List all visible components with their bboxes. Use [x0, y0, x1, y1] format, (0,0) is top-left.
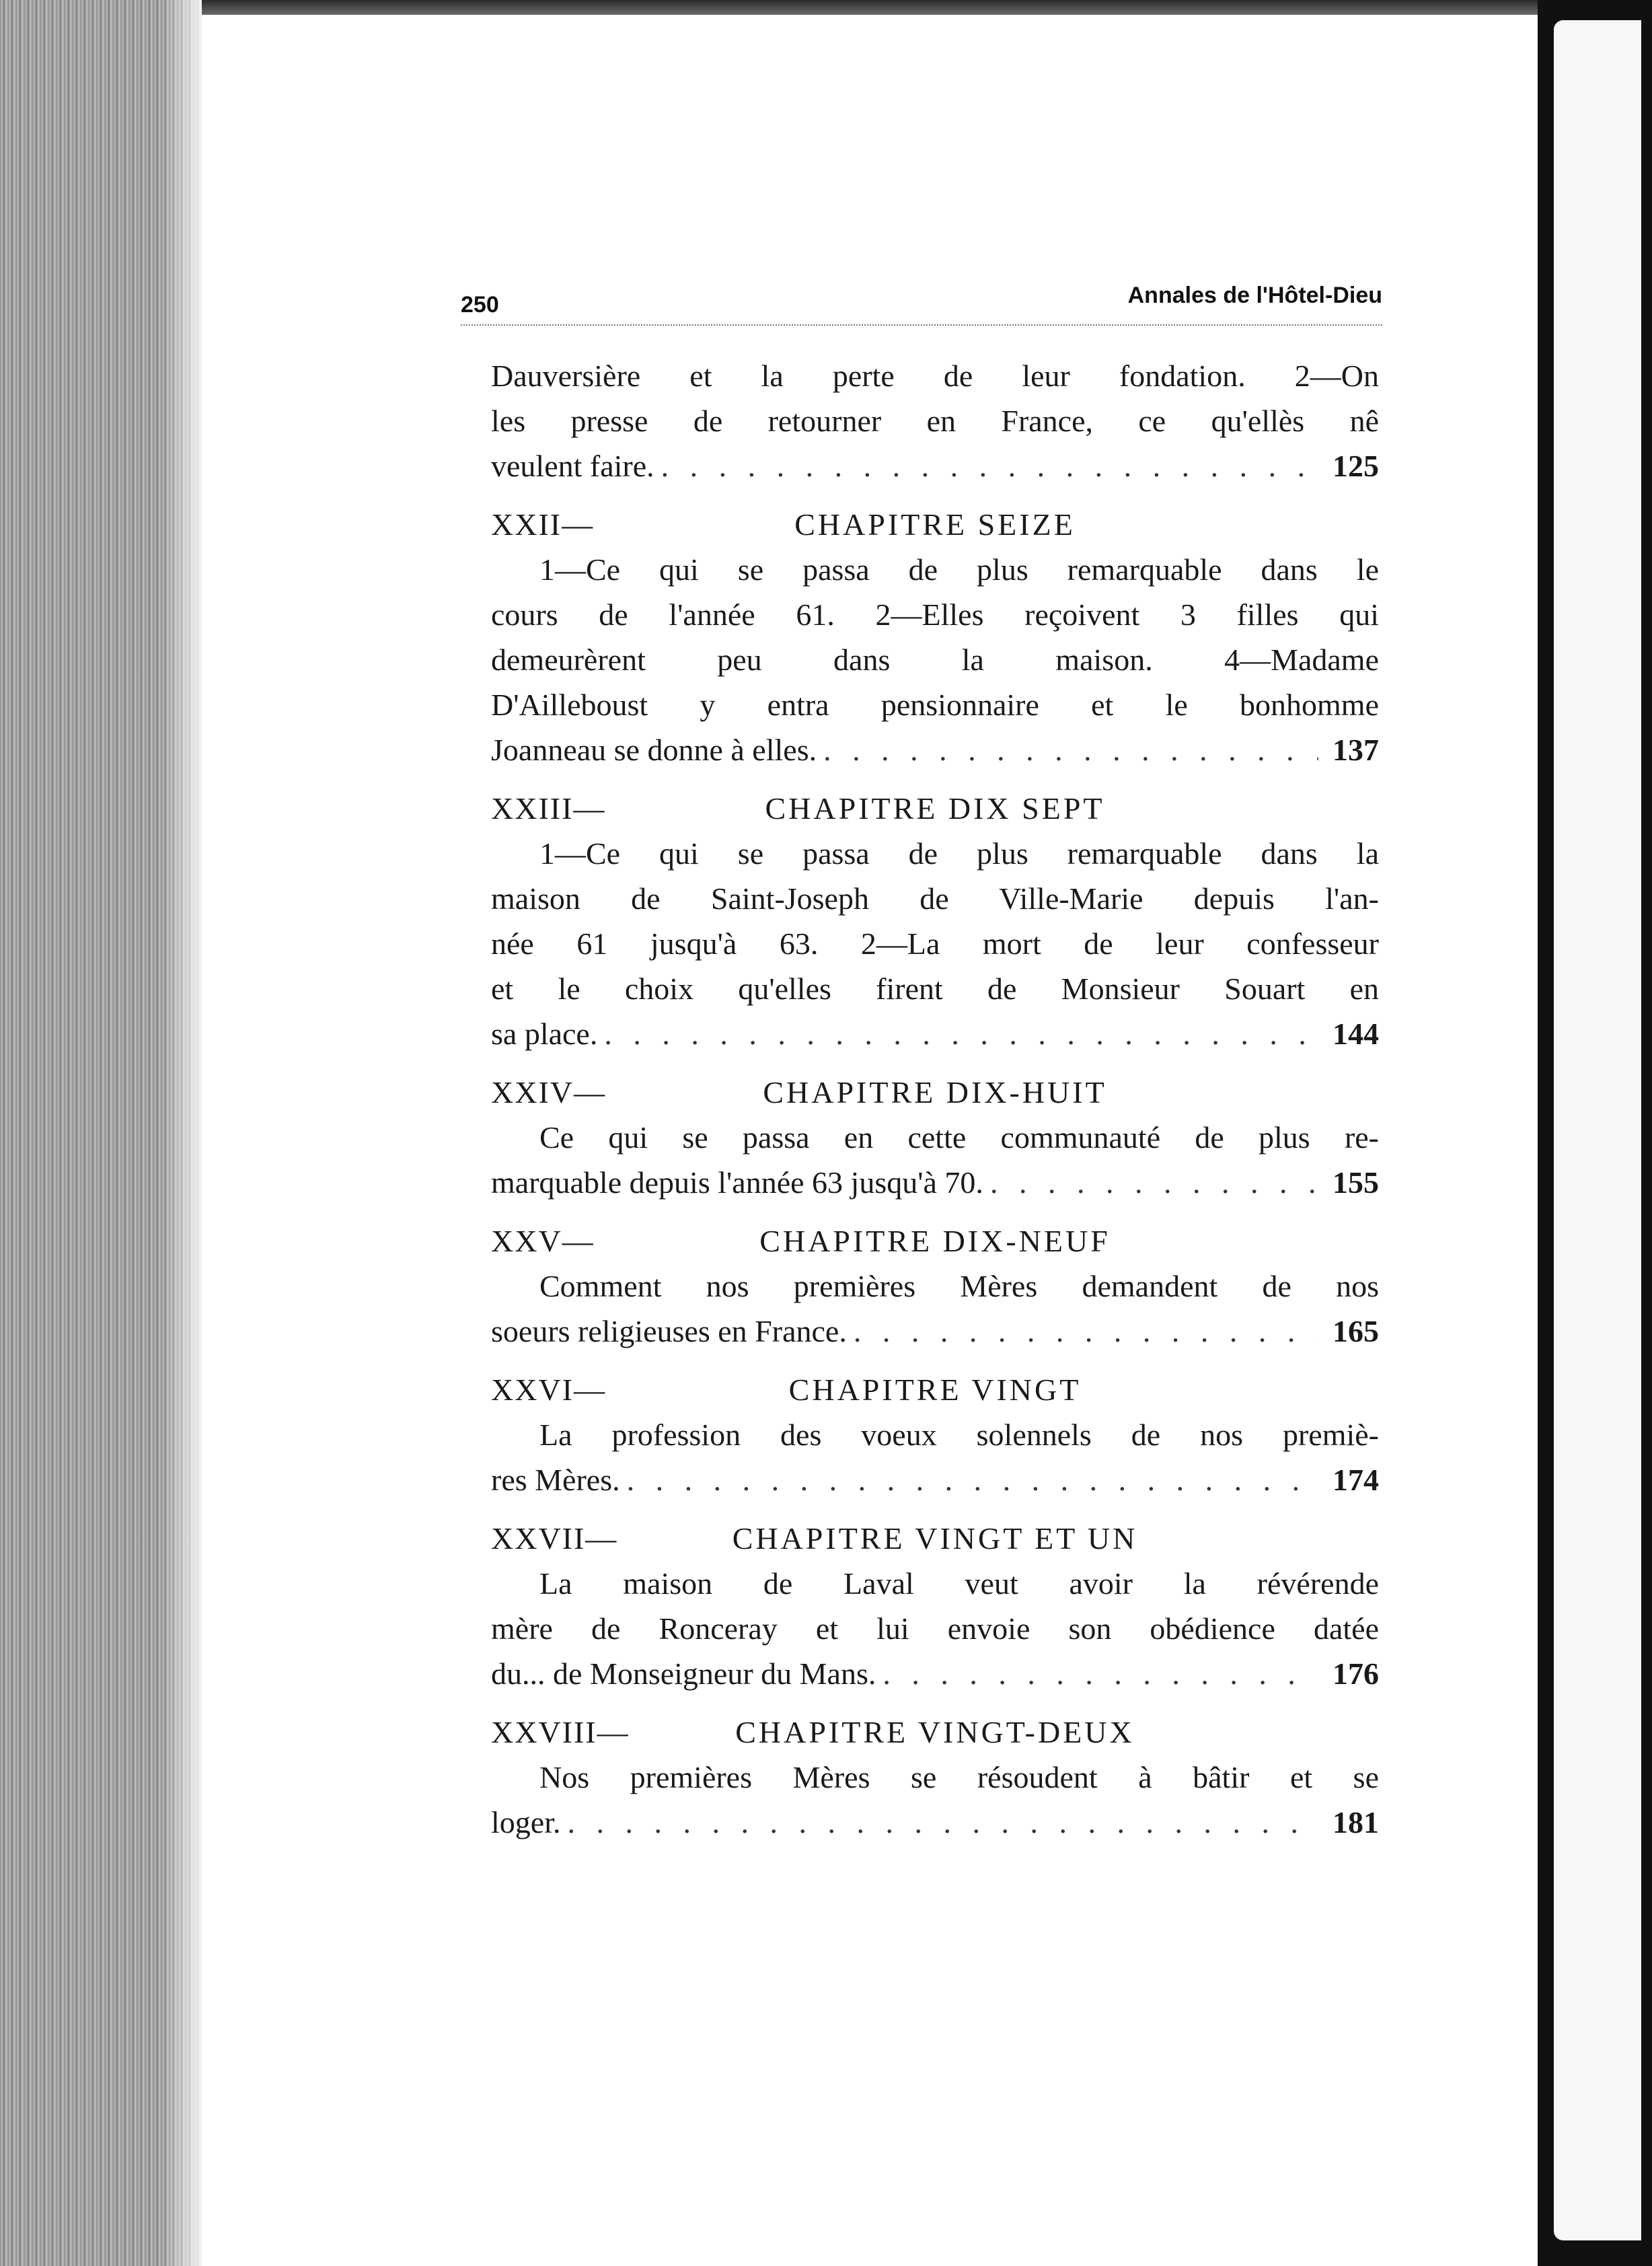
entry-line-text: sa place. [491, 1017, 598, 1051]
entry-line: Dauversière et la perte de leur fondation. 2—On [491, 359, 1379, 393]
entry-last-line [491, 1800, 1379, 1845]
entry-line: Nos premières Mères se résoudent à bâtir et se [539, 1760, 1379, 1794]
chapter-entry [491, 502, 1379, 772]
dot-leader [823, 727, 1318, 772]
page-reference: 165 [1332, 1314, 1379, 1348]
chapter-number: XXVII— [491, 1521, 618, 1556]
entry-line: et le choix qu'elles firent de Monsieur Souart en [491, 972, 1379, 1006]
entry-line: 1—Ce qui se passa de plus remarquable dans la [539, 836, 1379, 871]
chapter-number: XXV— [491, 1224, 595, 1258]
page-header [461, 283, 1382, 323]
chapter-title: CHAPITRE VINGT ET UN [732, 1521, 1138, 1556]
running-title: Annales de l'Hôtel-Dieu [1127, 283, 1382, 308]
dot-leader [990, 1160, 1318, 1205]
chapter-entry [491, 1710, 1379, 1845]
continuation-entry [491, 353, 1379, 488]
page-reference: 144 [1332, 1017, 1379, 1051]
page-number: 250 [461, 292, 499, 318]
entry-last-line [491, 1011, 1379, 1056]
chapter-title: CHAPITRE DIX-NEUF [759, 1224, 1111, 1258]
facing-page-edge [1538, 0, 1652, 2266]
chapter-heading [491, 502, 1379, 547]
chapter-heading [491, 1367, 1379, 1412]
page-reference: 137 [1332, 733, 1379, 767]
chapter-title: CHAPITRE VINGT-DEUX [735, 1715, 1135, 1749]
chapter-entry [491, 786, 1379, 1056]
page-reference: 181 [1332, 1805, 1379, 1839]
dot-leader [627, 1457, 1318, 1502]
dot-leader [567, 1800, 1318, 1845]
page-reference: 125 [1332, 449, 1379, 483]
table-of-contents [491, 353, 1379, 1845]
dot-leader [604, 1011, 1318, 1056]
entry-line: demeurèrent peu dans la maison. 4—Madame [491, 643, 1379, 677]
chapter-number: XXIII— [491, 791, 606, 826]
chapter-number: XXVIII— [491, 1715, 630, 1749]
chapter-entry [491, 1367, 1379, 1502]
chapter-heading [491, 1218, 1379, 1264]
entry-last-line [491, 1457, 1379, 1502]
entry-line: D'Ailleboust y entra pensionnaire et le bonhomme [491, 688, 1379, 722]
chapter-heading [491, 1516, 1379, 1561]
chapter-entry [491, 1218, 1379, 1354]
entry-line-text: marquable depuis l'année 63 jusqu'à 70. [491, 1165, 983, 1200]
entry-line-text: veulent faire. [491, 449, 654, 483]
chapter-heading [491, 1710, 1379, 1755]
page-reference: 176 [1332, 1656, 1379, 1691]
chapter-number: XXVI— [491, 1373, 606, 1407]
entry-line: Ce qui se passa en cette communauté de plus re- [539, 1120, 1379, 1155]
entry-line-text: soeurs religieuses en France. [491, 1314, 847, 1348]
entry-line: La profession des voeux solennels de nos premiè- [539, 1418, 1379, 1452]
chapter-entry [491, 1516, 1379, 1696]
book-page-edges [0, 0, 202, 2266]
chapter-number: XXII— [491, 507, 595, 542]
entry-line: les presse de retourner en France, ce qu'ellès nê [491, 404, 1379, 438]
entry-line: cours de l'année 61. 2—Elles reçoivent 3 filles qui [491, 597, 1379, 632]
entry-line: maison de Saint-Joseph de Ville-Marie depuis l'an- [491, 881, 1379, 916]
chapter-heading [491, 786, 1379, 831]
entry-line: mère de Ronceray et lui envoie son obédience datée [491, 1611, 1379, 1646]
entry-line: Comment nos premières Mères demandent de nos [539, 1269, 1379, 1303]
entry-line: 1—Ce qui se passa de plus remarquable dans le [539, 552, 1379, 587]
entry-line: La maison de Laval veut avoir la révérende [539, 1566, 1379, 1601]
entry-line: née 61 jusqu'à 63. 2—La mort de leur confesseur [491, 926, 1379, 961]
chapter-heading [491, 1070, 1379, 1115]
header-rule [461, 324, 1382, 326]
entry-last-line [491, 1309, 1379, 1354]
entry-last-line [491, 443, 1379, 488]
chapter-title: CHAPITRE SEIZE [794, 507, 1076, 542]
entry-last-line [491, 1160, 1379, 1205]
entry-line-text: Joanneau se donne à elles. [491, 733, 817, 767]
page-reference: 155 [1332, 1165, 1379, 1200]
chapter-title: CHAPITRE DIX-HUIT [763, 1075, 1107, 1109]
chapter-entry [491, 1070, 1379, 1205]
entry-line-text: loger. [491, 1805, 561, 1839]
entry-last-line [491, 727, 1379, 772]
chapter-title: CHAPITRE VINGT [788, 1373, 1082, 1407]
chapter-title: CHAPITRE DIX SEPT [765, 791, 1105, 826]
chapter-number: XXIV— [491, 1075, 606, 1109]
entry-line-text: du... de Monseigneur du Mans. [491, 1656, 876, 1691]
dot-leader [661, 443, 1318, 488]
dot-leader [883, 1651, 1318, 1696]
entry-last-line [491, 1651, 1379, 1696]
page-reference: 174 [1332, 1463, 1379, 1497]
dot-leader [854, 1309, 1318, 1354]
scan-top-border [0, 0, 1652, 15]
entry-line-text: res Mères. [491, 1463, 620, 1497]
